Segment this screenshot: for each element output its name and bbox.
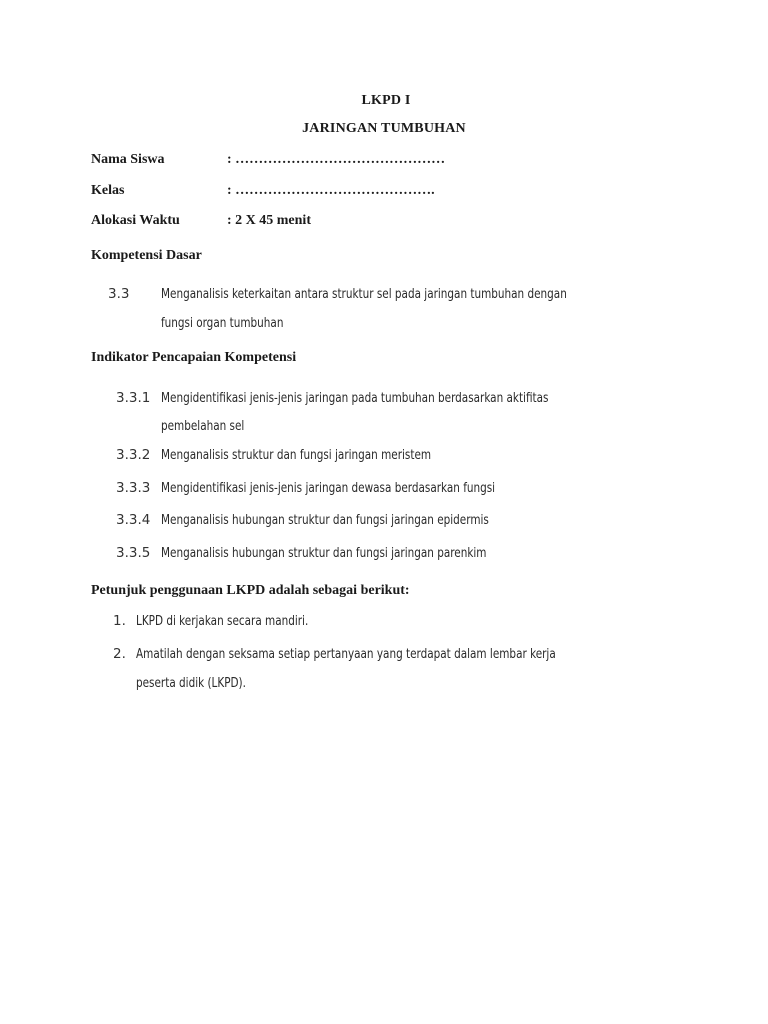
indikator-text-continued: pembelahan sel — [161, 418, 245, 434]
class-label: Kelas — [91, 183, 125, 198]
class-value: : ……………………………………. — [227, 183, 435, 198]
name-value: : ……………………………………… — [227, 152, 446, 167]
time-label: Alokasi Waktu — [91, 213, 180, 228]
time-value: : 2 X 45 menit — [227, 213, 311, 228]
indikator-text: Mengidentifikasi jenis-jenis jaringan dewasa berdasarkan fungsi — [161, 480, 496, 496]
indikator-heading: Indikator Pencapaian Kompetensi — [91, 350, 297, 365]
indikator-text: Menganalisis hubungan struktur dan fungsi jaringan parenkim — [161, 545, 487, 561]
kd-number: 3.3 — [108, 286, 130, 302]
kd-text-line2: fungsi organ tumbuhan — [161, 315, 284, 331]
petunjuk-number: 1. — [113, 613, 126, 629]
indikator-text: Menganalisis hubungan struktur dan fungsi jaringan epidermis — [161, 512, 489, 528]
kd-text-line1: Menganalisis keterkaitan antara struktur sel pada jaringan tumbuhan dengan — [161, 286, 567, 302]
indikator-text: Menganalisis struktur dan fungsi jaringan meristem — [161, 447, 432, 463]
indikator-number: 3.3.4 — [116, 512, 151, 528]
kompetensi-dasar-heading: Kompetensi Dasar — [91, 248, 202, 263]
indikator-number: 3.3.2 — [116, 447, 151, 463]
indikator-number: 3.3.3 — [116, 480, 151, 496]
document-title: LKPD I — [361, 93, 411, 108]
indikator-text: Mengidentifikasi jenis-jenis jaringan pada tumbuhan berdasarkan aktifitas — [161, 390, 549, 406]
petunjuk-text: Amatilah dengan seksama setiap pertanyaan yang terdapat dalam lembar kerja — [136, 646, 556, 662]
petunjuk-text: LKPD di kerjakan secara mandiri. — [136, 613, 309, 629]
indikator-number: 3.3.5 — [116, 545, 151, 561]
petunjuk-number: 2. — [113, 646, 126, 662]
indikator-number: 3.3.1 — [116, 390, 151, 406]
petunjuk-heading: Petunjuk penggunaan LKPD adalah sebagai berikut: — [91, 583, 410, 598]
petunjuk-text-continued: peserta didik (LKPD). — [136, 675, 246, 691]
name-label: Nama Siswa — [91, 152, 165, 167]
document-subtitle: JARINGAN TUMBUHAN — [302, 121, 466, 136]
